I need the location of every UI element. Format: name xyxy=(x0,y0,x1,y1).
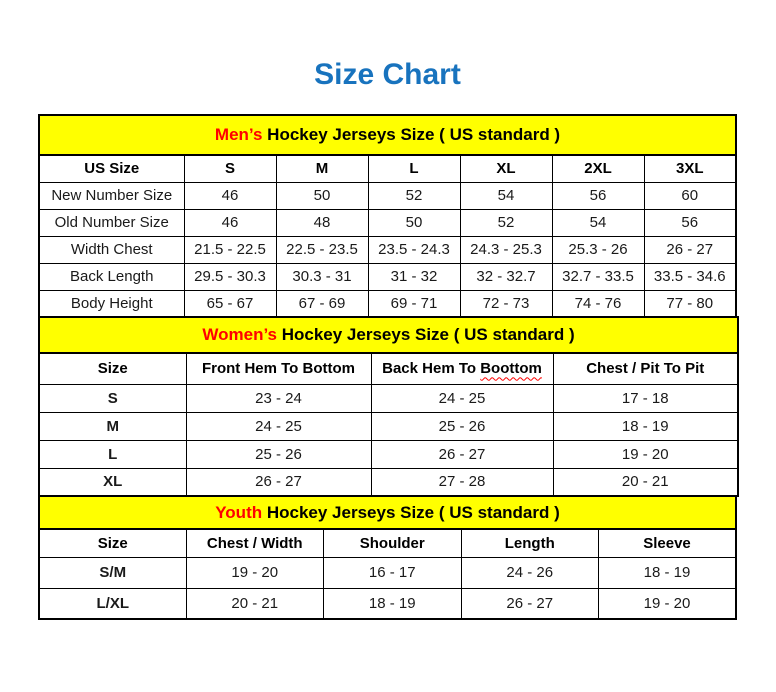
size-value-cell: 26 - 27 xyxy=(644,236,736,263)
row-label: L xyxy=(39,440,186,468)
size-value-cell: 20 - 21 xyxy=(553,468,738,496)
size-value-cell: 17 - 18 xyxy=(553,384,738,412)
size-value-cell: 29.5 - 30.3 xyxy=(184,263,276,290)
size-value-cell: 30.3 - 31 xyxy=(276,263,368,290)
womens-banner xyxy=(39,317,738,353)
table-row xyxy=(39,182,736,209)
size-value-cell: 24 - 25 xyxy=(186,412,371,440)
table-row xyxy=(39,290,736,317)
size-value-cell: 26 - 27 xyxy=(371,440,553,468)
misspelled-word: Boottom xyxy=(480,360,542,378)
size-value-cell: 31 - 32 xyxy=(368,263,460,290)
youth-banner-row xyxy=(39,496,736,529)
size-value-cell: 16 - 17 xyxy=(324,557,462,588)
size-value-cell: 21.5 - 22.5 xyxy=(184,236,276,263)
mens-banner-rest: Hockey Jerseys Size ( US standard ) xyxy=(262,125,561,144)
size-value-cell: 18 - 19 xyxy=(324,588,462,619)
row-label: New Number Size xyxy=(39,182,184,209)
table-row xyxy=(39,557,736,588)
size-value-cell: 23 - 24 xyxy=(186,384,371,412)
row-label: S/M xyxy=(39,557,186,588)
row-label: M xyxy=(39,412,186,440)
size-value-cell: 54 xyxy=(552,209,644,236)
table-row xyxy=(39,384,738,412)
column-header-mens-1: S xyxy=(184,155,276,182)
size-value-cell: 19 - 20 xyxy=(186,557,324,588)
size-value-cell: 69 - 71 xyxy=(368,290,460,317)
table-row xyxy=(39,412,738,440)
column-header-womens-2: Back Hem To Boottom xyxy=(371,353,553,384)
mens-header-row xyxy=(39,155,736,182)
size-value-cell: 56 xyxy=(552,182,644,209)
size-value-cell: 50 xyxy=(276,182,368,209)
table-row xyxy=(39,236,736,263)
column-header-youth-3: Length xyxy=(461,529,599,557)
youth-header-row xyxy=(39,529,736,557)
size-value-cell: 24 - 25 xyxy=(371,384,553,412)
size-value-cell: 52 xyxy=(460,209,552,236)
row-label: Old Number Size xyxy=(39,209,184,236)
mens-table-body xyxy=(39,182,736,317)
size-value-cell: 56 xyxy=(644,209,736,236)
column-header-youth-1: Chest / Width xyxy=(186,529,324,557)
mens-banner-highlight: Men’s xyxy=(214,125,263,144)
size-value-cell: 18 - 19 xyxy=(553,412,738,440)
size-value-cell: 25 - 26 xyxy=(371,412,553,440)
size-value-cell: 54 xyxy=(460,182,552,209)
size-value-cell: 60 xyxy=(644,182,736,209)
size-value-cell: 72 - 73 xyxy=(460,290,552,317)
size-value-cell: 48 xyxy=(276,209,368,236)
page-title: Size Chart xyxy=(314,58,461,91)
column-header-womens-1: Front Hem To Bottom xyxy=(186,353,371,384)
womens-size-table xyxy=(38,316,739,497)
youth-banner-highlight: Youth xyxy=(215,502,263,522)
size-value-cell: 65 - 67 xyxy=(184,290,276,317)
column-header-youth-2: Shoulder xyxy=(324,529,462,557)
table-row xyxy=(39,209,736,236)
size-value-cell: 33.5 - 34.6 xyxy=(644,263,736,290)
column-header-mens-5: 2XL xyxy=(552,155,644,182)
size-value-cell: 24 - 26 xyxy=(461,557,599,588)
size-value-cell: 67 - 69 xyxy=(276,290,368,317)
size-value-cell: 32 - 32.7 xyxy=(460,263,552,290)
column-header-youth-4: Sleeve xyxy=(599,529,737,557)
row-label: XL xyxy=(39,468,186,496)
mens-size-table xyxy=(38,114,737,318)
size-value-cell: 52 xyxy=(368,182,460,209)
column-header-womens-0: Size xyxy=(39,353,186,384)
column-header-youth-0: Size xyxy=(39,529,186,557)
column-header-mens-2: M xyxy=(276,155,368,182)
size-value-cell: 19 - 20 xyxy=(599,588,737,619)
womens-header-row xyxy=(39,353,738,384)
table-row xyxy=(39,588,736,619)
womens-banner-highlight: Women’s xyxy=(202,325,277,344)
size-value-cell: 25.3 - 26 xyxy=(552,236,644,263)
table-row xyxy=(39,263,736,290)
mens-banner-row xyxy=(39,115,736,155)
column-header-mens-3: L xyxy=(368,155,460,182)
size-value-cell: 26 - 27 xyxy=(461,588,599,619)
womens-banner-row xyxy=(39,317,738,353)
size-value-cell: 26 - 27 xyxy=(186,468,371,496)
youth-size-table xyxy=(38,495,737,620)
size-value-cell: 77 - 80 xyxy=(644,290,736,317)
mens-banner xyxy=(39,115,736,155)
size-value-cell: 46 xyxy=(184,182,276,209)
row-label: L/XL xyxy=(39,588,186,619)
size-value-cell: 22.5 - 23.5 xyxy=(276,236,368,263)
womens-table-body xyxy=(39,384,738,496)
youth-table-body xyxy=(39,557,736,619)
youth-banner xyxy=(39,496,736,529)
column-header-mens-0: US Size xyxy=(39,155,184,182)
size-value-cell: 74 - 76 xyxy=(552,290,644,317)
size-value-cell: 18 - 19 xyxy=(599,557,737,588)
womens-banner-rest: Hockey Jerseys Size ( US standard ) xyxy=(277,325,575,344)
column-header-mens-6: 3XL xyxy=(644,155,736,182)
size-value-cell: 23.5 - 24.3 xyxy=(368,236,460,263)
size-value-cell: 19 - 20 xyxy=(553,440,738,468)
size-value-cell: 27 - 28 xyxy=(371,468,553,496)
table-row xyxy=(39,440,738,468)
row-label: S xyxy=(39,384,186,412)
size-value-cell: 25 - 26 xyxy=(186,440,371,468)
size-chart-content xyxy=(38,58,737,620)
row-label: Back Length xyxy=(39,263,184,290)
size-value-cell: 46 xyxy=(184,209,276,236)
column-header-mens-4: XL xyxy=(460,155,552,182)
size-value-cell: 32.7 - 33.5 xyxy=(552,263,644,290)
youth-banner-rest: Hockey Jerseys Size ( US standard ) xyxy=(262,502,560,522)
row-label: Body Height xyxy=(39,290,184,317)
table-row xyxy=(39,468,738,496)
column-header-womens-3: Chest / Pit To Pit xyxy=(553,353,738,384)
size-value-cell: 20 - 21 xyxy=(186,588,324,619)
size-value-cell: 50 xyxy=(368,209,460,236)
size-value-cell: 24.3 - 25.3 xyxy=(460,236,552,263)
row-label: Width Chest xyxy=(39,236,184,263)
